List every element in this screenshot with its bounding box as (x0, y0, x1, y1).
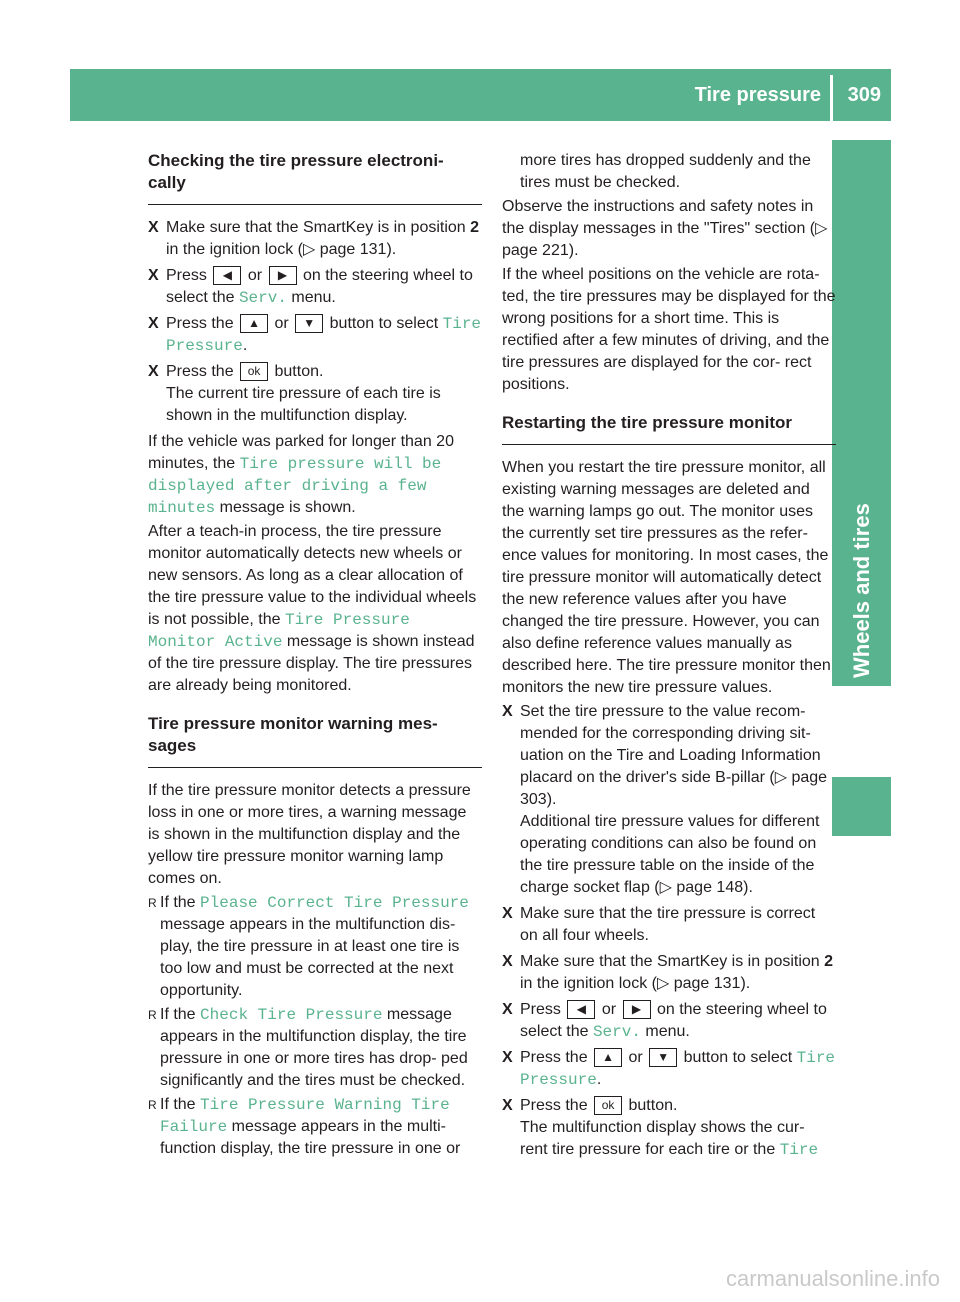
display-message: Serv. (238, 289, 287, 307)
display-message: Check Tire Pressure (200, 1006, 383, 1024)
step-marker: X (502, 1049, 513, 1066)
step-item: X Press the ▲ or ▼ button to select Tire Pressure. (148, 315, 482, 355)
bullet-marker: R (148, 1098, 157, 1112)
ok-key-icon: ok (594, 1096, 622, 1115)
watermark: carmanualsonline.info (725, 1266, 940, 1291)
step-marker: X (502, 953, 513, 970)
divider (148, 204, 482, 205)
right-arrow-key-icon: ▶ (623, 1000, 651, 1019)
step-marker: X (502, 1097, 513, 1114)
step-marker: X (148, 363, 159, 380)
header-divider (830, 75, 833, 121)
down-arrow-key-icon: ▼ (295, 314, 323, 333)
step-marker: X (502, 1001, 513, 1018)
bullet-item: R If the Check Tire Pressure message appears in the multifunction display, the tire pressure in one or more tires has drop- ped significantly and the tires must be checked. (148, 1006, 468, 1089)
step-marker: X (148, 267, 159, 284)
display-message: Please Correct Tire Pressure (200, 894, 469, 912)
step-item: X Make sure that the SmartKey is in position 2 in the ignition lock (▷ page 131). (148, 219, 480, 258)
display-message: Tire Pressure (520, 1049, 836, 1089)
right-column (502, 150, 836, 1165)
paragraph: When you restart the tire pressure monitor, all existing warning messages are deleted and the warning lamps go out. The monitor uses the currently set tire pressures as the refer- ence values for monitoring. In most cases, the tire pressure monitor will automatically detect the new reference values after you have changed the tire pressure. However, you can also define reference values manually as described here. The tire pressure monitor then monitors the new tire pressure values. (502, 459, 831, 696)
step-item: X Press the ok button. The multifunction display shows the cur- rent tire pressure for each tire or the Tire (502, 1097, 819, 1159)
header-title: Tire pressure (694, 84, 821, 106)
step-marker: X (502, 905, 513, 922)
header-bar (70, 69, 891, 121)
step-item: X Press ◀ or ▶ on the steering wheel to select the Serv. menu. (502, 1001, 827, 1041)
display-message: Tire Pressure Warning Tire Failure (160, 1096, 450, 1136)
section-heading-checking: Checking the tire pressure electroni- cally (148, 151, 444, 192)
display-message: Tire Pressure Monitor Active (148, 611, 410, 651)
ok-key-icon: ok (240, 362, 268, 381)
bullet-marker: R (148, 896, 157, 910)
bullet-marker: R (148, 1008, 157, 1022)
display-message: Tire (779, 1141, 819, 1159)
section-heading-restarting: Restarting the tire pressure monitor (502, 413, 793, 432)
bullet-item: R If the Please Correct Tire Pressure message appears in the multifunction dis- play, the tire pressure in at least one tire is too low and must be corrected at the next opportunity. (148, 894, 469, 999)
step-marker: X (502, 703, 513, 720)
step-item: X Press the ok button. The current tire pressure of each tire is shown in the multifunction display. (148, 363, 441, 424)
step-marker: X (148, 219, 159, 236)
display-message: Tire pressure will be displayed after driving a few minutes (148, 455, 442, 517)
right-arrow-key-icon: ▶ (269, 266, 297, 285)
left-column (148, 150, 482, 1162)
step-item: X Make sure that the tire pressure is correct on all four wheels. (502, 905, 816, 944)
continued-text: more tires has dropped suddenly and the tires must be checked. (520, 152, 811, 191)
paragraph: If the tire pressure monitor detects a pressure loss in one or more tires, a warning message is shown in the multifunction display and the yellow tire pressure monitor warning lamp comes on. (148, 782, 471, 887)
paragraph: Observe the instructions and safety notes in the display messages in the "Tires" section (▷ page 221). (502, 198, 828, 259)
step-item: X Set the tire pressure to the value recom- mended for the corresponding driving sit- uation on the Tire and Loading Information placard on the driver's side B-pillar (▷ page 303). Additional tire pressure values for different operating conditions can also be found on the tire pressure table on the inside of the charge socket flap (▷ page 148). (502, 703, 828, 896)
up-arrow-key-icon: ▲ (594, 1048, 622, 1067)
chapter-tab-label: Wheels and tires (849, 503, 874, 678)
divider (502, 444, 836, 445)
chapter-tab (832, 140, 891, 686)
step-item: X Make sure that the SmartKey is in position 2 in the ignition lock (▷ page 131). (502, 953, 834, 992)
left-arrow-key-icon: ◀ (213, 266, 241, 285)
page-number: 309 (847, 84, 881, 106)
step-marker: X (148, 315, 159, 332)
bullet-item: R If the Tire Pressure Warning Tire Failure message appears in the multi- function display, the tire pressure in one or (148, 1096, 461, 1157)
divider (148, 767, 482, 768)
section-heading-warning: Tire pressure monitor warning mes- sages (148, 714, 438, 755)
step-item: X Press the ▲ or ▼ button to select Tire Pressure. (502, 1049, 836, 1089)
step-item: X Press ◀ or ▶ on the steering wheel to select the Serv. menu. (148, 267, 473, 307)
paragraph: If the vehicle was parked for longer than 20 minutes, the Tire pressure will be displayed after driving a few minutes message is shown. (148, 433, 454, 517)
chapter-marker (832, 777, 891, 836)
down-arrow-key-icon: ▼ (649, 1048, 677, 1067)
paragraph: If the wheel positions on the vehicle are rota- ted, the tire pressures may be displayed for the wrong positions for a short time. This is rectified after a few minutes of driving, and the tire pressures are displayed for the cor- rect positions. (502, 266, 836, 393)
display-message: Tire Pressure (166, 315, 482, 355)
left-arrow-key-icon: ◀ (567, 1000, 595, 1019)
display-message: Serv. (592, 1023, 641, 1041)
paragraph: After a teach-in process, the tire pressure monitor automatically detects new wheels or new sensors. As long as a clear allocation of the tire pressure value to the individual wheels is not possible, the Tire Pressure Monitor Active message is shown instead of the tire pressure display. The tire pressures are already being monitored. (148, 523, 477, 694)
up-arrow-key-icon: ▲ (240, 314, 268, 333)
